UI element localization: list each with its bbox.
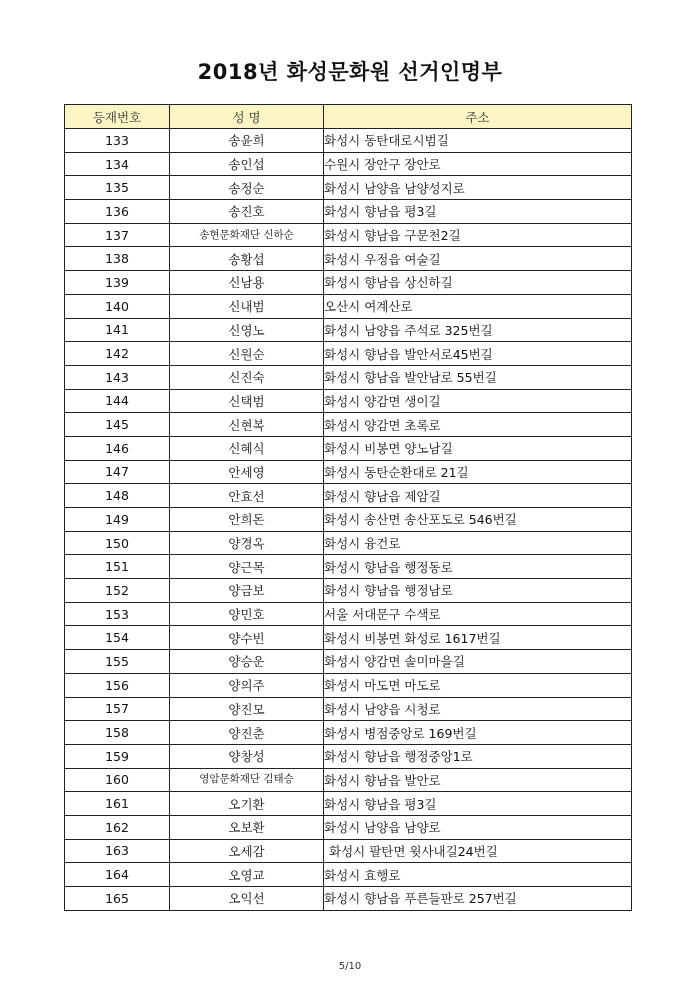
address-cell: 화성시 향남읍 발안서로45번길 [324, 342, 632, 366]
name-cell: 양승운 [170, 650, 324, 674]
name-cell: 신택범 [170, 389, 324, 413]
registration-number-cell: 164 [65, 863, 170, 887]
registration-number-cell: 133 [65, 129, 170, 153]
header-name: 성 명 [170, 105, 324, 129]
table-row [65, 887, 632, 911]
address-cell: 오산시 여계산로 [324, 294, 632, 318]
registration-number-cell: 150 [65, 531, 170, 555]
registration-number-cell: 149 [65, 508, 170, 532]
address-cell: 화성시 병점중앙로 169번길 [324, 721, 632, 745]
address-cell: 화성시 융건로 [324, 531, 632, 555]
registration-number-cell: 154 [65, 626, 170, 650]
header-address: 주소 [324, 105, 632, 129]
table-row [65, 294, 632, 318]
address-cell: 화성시 팔탄면 윗사내길24번길 [324, 839, 632, 863]
table-row [65, 389, 632, 413]
name-cell: 오보환 [170, 815, 324, 839]
registration-number-cell: 138 [65, 247, 170, 271]
registration-number-cell: 143 [65, 365, 170, 389]
registration-number-cell: 141 [65, 318, 170, 342]
address-cell: 화성시 동탄대로시범길 [324, 129, 632, 153]
name-cell: 송진호 [170, 200, 324, 224]
address-cell: 화성시 양감면 솔미마을길 [324, 650, 632, 674]
registration-number-cell: 155 [65, 650, 170, 674]
name-cell: 양경옥 [170, 531, 324, 555]
address-cell: 화성시 향남읍 제암길 [324, 484, 632, 508]
table-row [65, 247, 632, 271]
address-cell: 화성시 향남읍 발안남로 55번길 [324, 365, 632, 389]
name-cell: 오영교 [170, 863, 324, 887]
name-cell: 안효선 [170, 484, 324, 508]
address-cell: 서울 서대문구 수색로 [324, 602, 632, 626]
address-cell: 화성시 향남읍 발안로 [324, 768, 632, 792]
name-cell: 양진춘 [170, 721, 324, 745]
address-cell: 화성시 우정읍 여술길 [324, 247, 632, 271]
table-row [65, 271, 632, 295]
table-row [65, 200, 632, 224]
table-row [65, 460, 632, 484]
registration-number-cell: 145 [65, 413, 170, 437]
address-cell: 화성시 남양읍 남양성지로 [324, 176, 632, 200]
registration-number-cell: 148 [65, 484, 170, 508]
table-row [65, 650, 632, 674]
name-cell: 양근목 [170, 555, 324, 579]
name-cell: 안희돈 [170, 508, 324, 532]
address-cell: 화성시 향남읍 행정남로 [324, 579, 632, 603]
name-cell: 오기환 [170, 792, 324, 816]
table-row [65, 484, 632, 508]
table-row [65, 223, 632, 247]
name-cell: 양수빈 [170, 626, 324, 650]
name-cell: 신내범 [170, 294, 324, 318]
registration-number-cell: 160 [65, 768, 170, 792]
table-row [65, 342, 632, 366]
table-row [65, 792, 632, 816]
address-cell: 화성시 향남읍 상신하길 [324, 271, 632, 295]
registration-number-cell: 146 [65, 436, 170, 460]
table-row [65, 697, 632, 721]
registration-number-cell: 151 [65, 555, 170, 579]
name-cell: 양진모 [170, 697, 324, 721]
table-row [65, 555, 632, 579]
name-cell: 신원순 [170, 342, 324, 366]
name-cell: 신혜식 [170, 436, 324, 460]
address-cell: 화성시 향남읍 행정중앙1로 [324, 744, 632, 768]
table-row [65, 152, 632, 176]
address-cell: 화성시 송산면 송산포도로 546번길 [324, 508, 632, 532]
table-row [65, 839, 632, 863]
header-row [65, 105, 632, 129]
name-cell: 오세감 [170, 839, 324, 863]
registration-number-cell: 165 [65, 887, 170, 911]
table-row [65, 815, 632, 839]
name-cell: 신영노 [170, 318, 324, 342]
registration-number-cell: 156 [65, 673, 170, 697]
address-cell: 화성시 남양읍 남양로 [324, 815, 632, 839]
registration-number-cell: 134 [65, 152, 170, 176]
table-row [65, 365, 632, 389]
address-cell: 화성시 효행로 [324, 863, 632, 887]
name-cell: 안세영 [170, 460, 324, 484]
table-row [65, 863, 632, 887]
registration-number-cell: 161 [65, 792, 170, 816]
registration-number-cell: 152 [65, 579, 170, 603]
header-registration-number: 등재번호 [65, 105, 170, 129]
registration-number-cell: 147 [65, 460, 170, 484]
table-row [65, 436, 632, 460]
address-cell: 화성시 향남읍 푸른들판로 257번길 [324, 887, 632, 911]
registration-number-cell: 159 [65, 744, 170, 768]
table-row [65, 602, 632, 626]
address-cell: 화성시 남양읍 시청로 [324, 697, 632, 721]
name-cell: 양창성 [170, 744, 324, 768]
name-cell: 송윤희 [170, 129, 324, 153]
table-body [65, 129, 632, 911]
name-cell: 영암문화재단 김태승 [170, 768, 324, 792]
name-cell: 송황섭 [170, 247, 324, 271]
name-cell: 신진숙 [170, 365, 324, 389]
registration-number-cell: 142 [65, 342, 170, 366]
table-row [65, 531, 632, 555]
name-cell: 양민호 [170, 602, 324, 626]
registration-number-cell: 162 [65, 815, 170, 839]
name-cell: 신남용 [170, 271, 324, 295]
name-cell: 송정순 [170, 176, 324, 200]
table-row [65, 579, 632, 603]
table-row [65, 129, 632, 153]
address-cell: 화성시 향남읍 평3길 [324, 200, 632, 224]
registration-number-cell: 153 [65, 602, 170, 626]
address-cell: 화성시 마도면 마도로 [324, 673, 632, 697]
name-cell: 송현문화재단 신하순 [170, 223, 324, 247]
registration-number-cell: 163 [65, 839, 170, 863]
table-row [65, 768, 632, 792]
address-cell: 화성시 양감면 초록로 [324, 413, 632, 437]
address-cell: 화성시 남양읍 주석로 325번길 [324, 318, 632, 342]
table-row [65, 744, 632, 768]
registration-number-cell: 140 [65, 294, 170, 318]
registration-number-cell: 137 [65, 223, 170, 247]
address-cell: 화성시 향남읍 평3길 [324, 792, 632, 816]
address-cell: 수원시 장안구 장안로 [324, 152, 632, 176]
name-cell: 양의주 [170, 673, 324, 697]
page-number: 5/10 [338, 961, 362, 972]
address-cell: 화성시 비봉면 양노남길 [324, 436, 632, 460]
address-cell: 화성시 향남읍 구문천2길 [324, 223, 632, 247]
table-row [65, 508, 632, 532]
name-cell: 송인섭 [170, 152, 324, 176]
registration-number-cell: 135 [65, 176, 170, 200]
table-row [65, 721, 632, 745]
table-row [65, 626, 632, 650]
registration-number-cell: 136 [65, 200, 170, 224]
voter-roster-table [64, 104, 632, 911]
page-title: 2018년 화성문화원 선거인명부 [197, 60, 503, 84]
registration-number-cell: 144 [65, 389, 170, 413]
table-row [65, 673, 632, 697]
address-cell: 화성시 비봉면 화성로 1617번길 [324, 626, 632, 650]
name-cell: 양금보 [170, 579, 324, 603]
address-cell: 화성시 동탄순환대로 21길 [324, 460, 632, 484]
table-row [65, 318, 632, 342]
address-cell: 화성시 양감면 생이길 [324, 389, 632, 413]
registration-number-cell: 158 [65, 721, 170, 745]
table-row [65, 413, 632, 437]
registration-number-cell: 157 [65, 697, 170, 721]
table-header [65, 105, 632, 129]
registration-number-cell: 139 [65, 271, 170, 295]
address-cell: 화성시 향남읍 행정동로 [324, 555, 632, 579]
table-row [65, 176, 632, 200]
name-cell: 오익선 [170, 887, 324, 911]
name-cell: 신현복 [170, 413, 324, 437]
